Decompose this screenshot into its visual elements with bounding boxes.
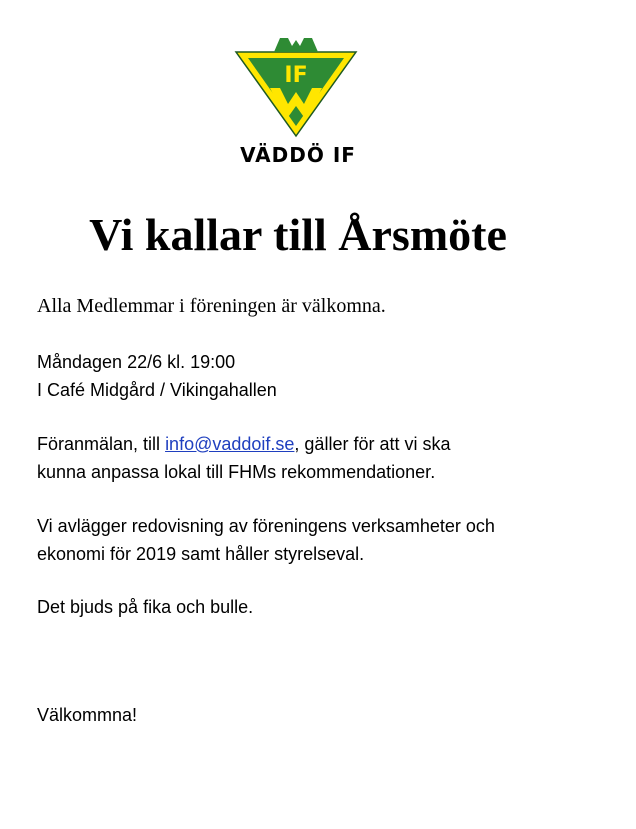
logo-letters: IF (284, 63, 308, 88)
reporting-line-1: Vi avlägger redovisning av föreningens verksamheter och (37, 516, 495, 536)
vaddo-if-logo-icon (230, 30, 362, 138)
registration-prefix: Föranmälan, till (37, 434, 166, 454)
meeting-place: I Café Midgård / Vikingahallen (37, 380, 277, 400)
page-title: Vi kallar till Årsmöte (89, 209, 507, 260)
fika-text: Det bjuds på fika och bulle. (37, 597, 254, 617)
registration-line-1 (37, 430, 450, 458)
meeting-date: Måndagen 22/6 kl. 19:00 (37, 352, 236, 372)
closing-text: Välkommna! (37, 705, 138, 725)
registration-suffix: , gäller för att vi ska (294, 434, 451, 454)
intro-text: Alla Medlemmar i föreningen är välkomna. (37, 295, 386, 317)
registration-line-2: kunna anpassa lokal till FHMs rekommendationer. (37, 462, 436, 482)
club-name: VÄDDÖ IF (240, 143, 356, 167)
reporting-line-2: ekonomi för 2019 samt håller styrelseval. (37, 544, 365, 564)
email-link[interactable]: info@vaddoif.se (165, 434, 295, 454)
